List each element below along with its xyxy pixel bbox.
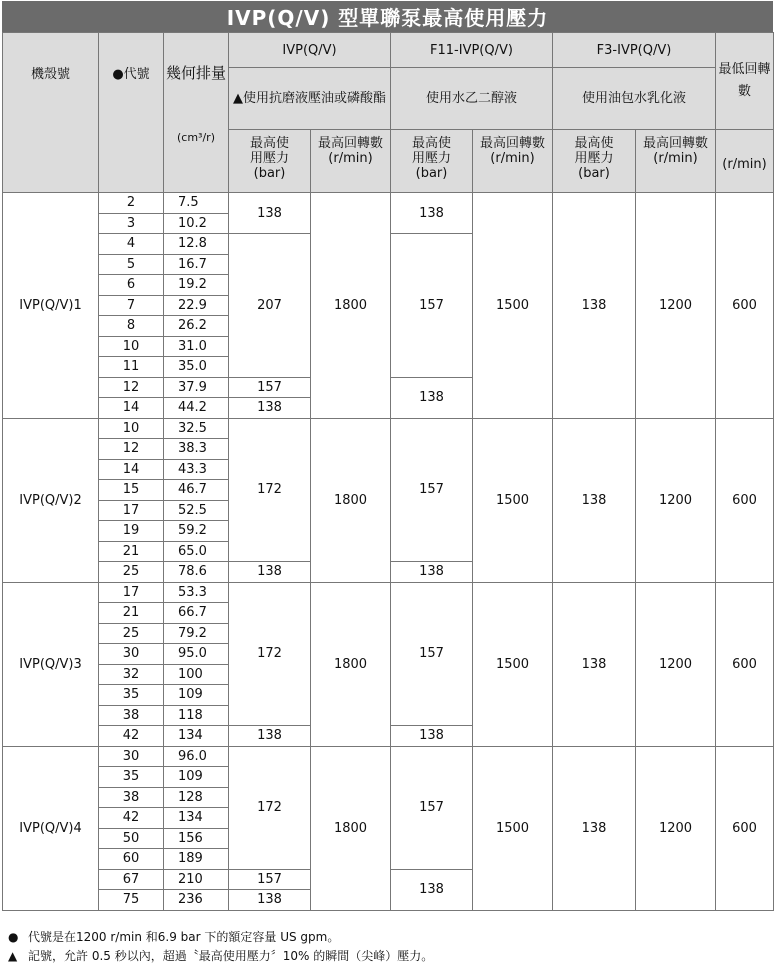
f11-pressure-cell: 157 xyxy=(391,582,473,726)
std-pressure-cell: 172 xyxy=(229,582,311,726)
header-speed-label: 最高回轉數 xyxy=(479,136,545,151)
code-cell: 12 xyxy=(99,377,164,398)
f11-pressure-cell: 138 xyxy=(391,726,473,747)
std-pressure-cell: 138 xyxy=(229,890,311,911)
f3-pressure-cell: 138 xyxy=(553,193,636,419)
min-speed-cell: 600 xyxy=(716,418,774,582)
code-cell: 14 xyxy=(99,459,164,480)
f11-pressure-cell: 138 xyxy=(391,193,473,234)
f11-pressure-cell: 138 xyxy=(391,869,473,910)
header-displacement xyxy=(164,33,229,193)
header-speed-f3 xyxy=(636,130,716,193)
displacement-cell: 118 xyxy=(164,705,229,726)
code-cell: 14 xyxy=(99,398,164,419)
code-cell: 21 xyxy=(99,603,164,624)
std-speed-cell: 1800 xyxy=(311,582,391,746)
displacement-cell: 10.2 xyxy=(164,213,229,234)
displacement-cell: 12.8 xyxy=(164,234,229,255)
std-pressure-cell: 172 xyxy=(229,418,311,562)
footnotes xyxy=(8,928,773,966)
f11-speed-cell: 1500 xyxy=(473,418,553,582)
header-family-std: IVP(Q/V) xyxy=(229,33,391,68)
code-cell: 17 xyxy=(99,582,164,603)
bullet-icon: ● xyxy=(8,930,19,944)
header-pressure-unit: (bar) xyxy=(578,166,610,181)
code-cell: 42 xyxy=(99,808,164,829)
header-speed-unit: (r/min) xyxy=(490,151,535,166)
code-cell: 7 xyxy=(99,295,164,316)
displacement-cell: 32.5 xyxy=(164,418,229,439)
displacement-cell: 38.3 xyxy=(164,439,229,460)
displacement-cell: 59.2 xyxy=(164,521,229,542)
std-pressure-cell: 172 xyxy=(229,746,311,869)
header-speed-std xyxy=(311,130,391,193)
table-row xyxy=(3,746,774,767)
f11-pressure-cell: 157 xyxy=(391,418,473,562)
code-cell: 6 xyxy=(99,275,164,296)
header-fluid-f3: 使用油包水乳化液 xyxy=(553,68,716,130)
header-pressure-label: 最高使用壓力 xyxy=(249,136,289,166)
code-cell: 60 xyxy=(99,849,164,870)
header-model: 機殼號 xyxy=(3,33,99,193)
f11-pressure-cell: 138 xyxy=(391,562,473,583)
code-cell: 25 xyxy=(99,623,164,644)
footnote-text: 代號是在1200 r/min 和6.9 bar 下的額定容量 US gpm。 xyxy=(28,930,340,944)
displacement-cell: 210 xyxy=(164,869,229,890)
code-cell: 17 xyxy=(99,500,164,521)
code-cell: 38 xyxy=(99,787,164,808)
code-cell: 2 xyxy=(99,193,164,214)
displacement-cell: 35.0 xyxy=(164,357,229,378)
code-cell: 10 xyxy=(99,336,164,357)
header-speed-unit: (r/min) xyxy=(328,151,373,166)
table-row xyxy=(3,418,774,439)
displacement-cell: 19.2 xyxy=(164,275,229,296)
header-pressure-label: 最高使用壓力 xyxy=(574,136,614,166)
header-pressure-f11 xyxy=(391,130,473,193)
table-title: IVP(Q/V) 型單聯泵最高使用壓力 xyxy=(2,1,773,32)
f11-pressure-cell: 138 xyxy=(391,377,473,418)
code-cell: 32 xyxy=(99,664,164,685)
header-speed-unit: (r/min) xyxy=(653,151,698,166)
displacement-cell: 78.6 xyxy=(164,562,229,583)
code-cell: 38 xyxy=(99,705,164,726)
displacement-cell: 109 xyxy=(164,767,229,788)
code-cell: 35 xyxy=(99,685,164,706)
code-cell: 25 xyxy=(99,562,164,583)
header-pressure-unit: (bar) xyxy=(415,166,448,181)
f11-speed-cell: 1500 xyxy=(473,746,553,910)
displacement-cell: 128 xyxy=(164,787,229,808)
f3-speed-cell: 1200 xyxy=(636,746,716,910)
std-pressure-cell: 138 xyxy=(229,193,311,234)
code-cell: 11 xyxy=(99,357,164,378)
f11-speed-cell: 1500 xyxy=(473,582,553,746)
displacement-cell: 22.9 xyxy=(164,295,229,316)
code-cell: 30 xyxy=(99,644,164,665)
header-speed-label: 最高回轉數 xyxy=(317,136,383,151)
header-speed-label: 最高回轉數 xyxy=(642,136,708,151)
displacement-cell: 52.5 xyxy=(164,500,229,521)
displacement-cell: 46.7 xyxy=(164,480,229,501)
min-speed-cell: 600 xyxy=(716,582,774,746)
min-speed-cell: 600 xyxy=(716,746,774,910)
f3-pressure-cell: 138 xyxy=(553,746,636,910)
header-fluid-f11: 使用水乙二醇液 xyxy=(391,68,553,130)
displacement-cell: 79.2 xyxy=(164,623,229,644)
f3-pressure-cell: 138 xyxy=(553,418,636,582)
code-cell: 67 xyxy=(99,869,164,890)
f11-speed-cell: 1500 xyxy=(473,193,553,419)
header-pressure-f3 xyxy=(553,130,636,193)
displacement-cell: 96.0 xyxy=(164,746,229,767)
code-cell: 12 xyxy=(99,439,164,460)
code-cell: 42 xyxy=(99,726,164,747)
header-pressure-label: 最高使用壓力 xyxy=(411,136,451,166)
header-family-f3: F3-IVP(Q/V) xyxy=(553,33,716,68)
header-displacement-label: 幾何排量 xyxy=(165,64,226,82)
displacement-cell: 156 xyxy=(164,828,229,849)
code-cell: 5 xyxy=(99,254,164,275)
std-speed-cell: 1800 xyxy=(311,746,391,910)
std-pressure-cell: 157 xyxy=(229,869,311,890)
code-cell: 4 xyxy=(99,234,164,255)
displacement-cell: 134 xyxy=(164,726,229,747)
f11-pressure-cell: 157 xyxy=(391,746,473,869)
pressure-spec-table xyxy=(2,32,774,911)
table-body xyxy=(3,193,774,911)
table-row xyxy=(3,193,774,214)
footnote xyxy=(8,928,773,947)
displacement-cell: 53.3 xyxy=(164,582,229,603)
code-cell: 3 xyxy=(99,213,164,234)
code-cell: 8 xyxy=(99,316,164,337)
model-cell: IVP(Q/V)3 xyxy=(3,582,99,746)
f3-speed-cell: 1200 xyxy=(636,418,716,582)
std-pressure-cell: 157 xyxy=(229,377,311,398)
displacement-cell: 7.5 xyxy=(164,193,229,214)
f3-speed-cell: 1200 xyxy=(636,193,716,419)
table-row xyxy=(3,582,774,603)
triangle-icon: ▲ xyxy=(8,949,18,963)
displacement-cell: 65.0 xyxy=(164,541,229,562)
displacement-cell: 95.0 xyxy=(164,644,229,665)
displacement-cell: 109 xyxy=(164,685,229,706)
displacement-cell: 236 xyxy=(164,890,229,911)
displacement-cell: 26.2 xyxy=(164,316,229,337)
std-pressure-cell: 138 xyxy=(229,562,311,583)
code-cell: 19 xyxy=(99,521,164,542)
std-speed-cell: 1800 xyxy=(311,193,391,419)
displacement-cell: 31.0 xyxy=(164,336,229,357)
code-cell: 10 xyxy=(99,418,164,439)
header-fluid-std: ▲使用抗磨液壓油或磷酸酯 xyxy=(229,68,391,130)
f11-pressure-cell: 157 xyxy=(391,234,473,378)
displacement-cell: 37.9 xyxy=(164,377,229,398)
model-cell: IVP(Q/V)2 xyxy=(3,418,99,582)
code-cell: 50 xyxy=(99,828,164,849)
code-cell: 35 xyxy=(99,767,164,788)
code-cell: 30 xyxy=(99,746,164,767)
code-cell: 21 xyxy=(99,541,164,562)
displacement-cell: 100 xyxy=(164,664,229,685)
header-code: ●代號 xyxy=(99,33,164,193)
model-cell: IVP(Q/V)4 xyxy=(3,746,99,910)
header-family-f11: F11-IVP(Q/V) xyxy=(391,33,553,68)
header-min-speed: 最低回轉數 xyxy=(716,33,774,130)
displacement-cell: 44.2 xyxy=(164,398,229,419)
f3-speed-cell: 1200 xyxy=(636,582,716,746)
min-speed-cell: 600 xyxy=(716,193,774,419)
header-min-speed-unit: (r/min) xyxy=(716,130,774,193)
std-pressure-cell: 207 xyxy=(229,234,311,378)
displacement-cell: 16.7 xyxy=(164,254,229,275)
code-cell: 75 xyxy=(99,890,164,911)
std-pressure-cell: 138 xyxy=(229,726,311,747)
f3-pressure-cell: 138 xyxy=(553,582,636,746)
header-speed-f11 xyxy=(473,130,553,193)
header-pressure-std xyxy=(229,130,311,193)
header-displacement-unit: (cm³/r) xyxy=(177,131,215,144)
footnote xyxy=(8,947,773,966)
displacement-cell: 43.3 xyxy=(164,459,229,480)
displacement-cell: 189 xyxy=(164,849,229,870)
displacement-cell: 134 xyxy=(164,808,229,829)
std-pressure-cell: 138 xyxy=(229,398,311,419)
displacement-cell: 66.7 xyxy=(164,603,229,624)
header-pressure-unit: (bar) xyxy=(253,166,286,181)
model-cell: IVP(Q/V)1 xyxy=(3,193,99,419)
code-cell: 15 xyxy=(99,480,164,501)
footnote-text: 記號，允許 0.5 秒以內，超過〝最高使用壓力〞10% 的瞬間（尖峰）壓力。 xyxy=(28,949,434,963)
std-speed-cell: 1800 xyxy=(311,418,391,582)
